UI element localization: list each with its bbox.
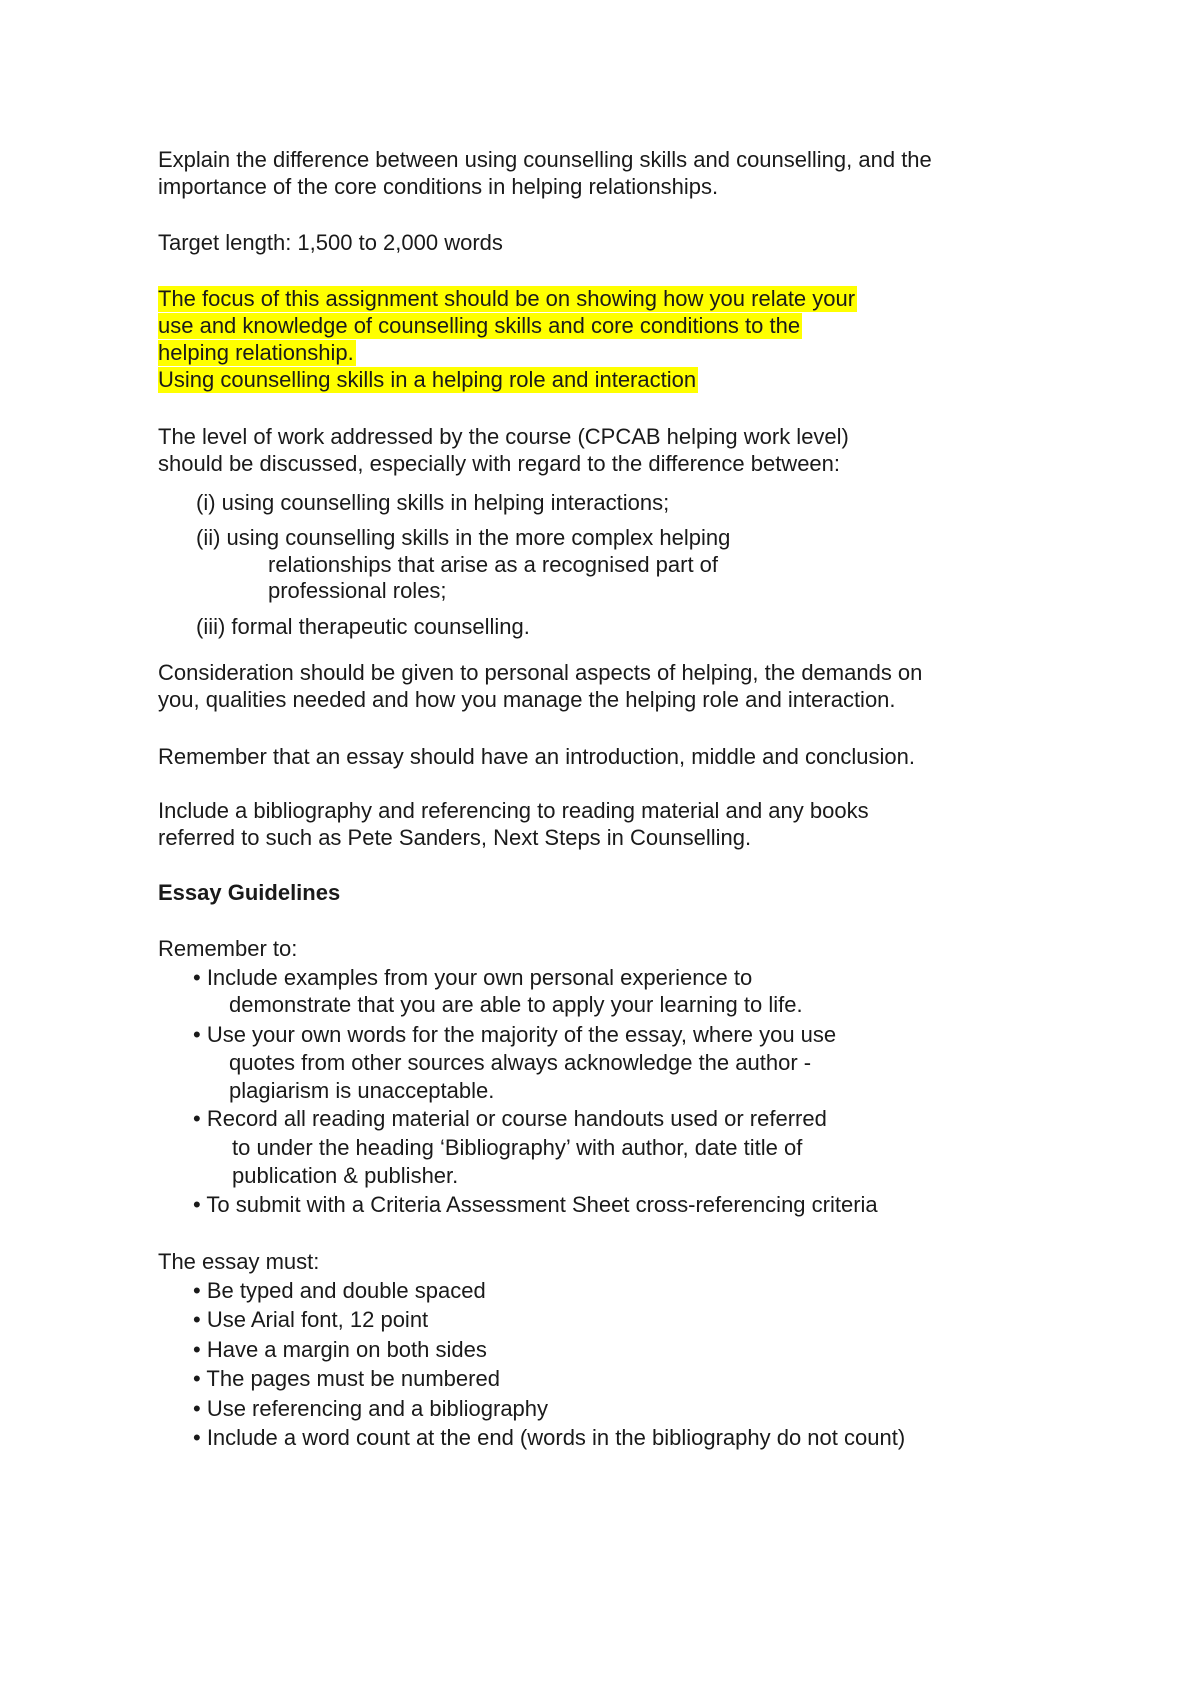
level-item-3: (iii) formal therapeutic counselling. [196,614,530,639]
bibliography-line-1: Include a bibliography and referencing to reading material and any books [158,798,869,823]
must-item: • Use referencing and a bibliography [193,1396,549,1421]
guideline-1-line-2: demonstrate that you are able to apply your learning to life. [229,992,803,1017]
must-item: • Use Arial font, 12 point [193,1307,429,1332]
remember-to: Remember to: [158,936,298,961]
must-item: • Include a word count at the end (words in the bibliography do not count) [193,1425,906,1450]
must-intro: The essay must: [158,1249,320,1274]
guideline-3-line-1: • Record all reading material or course handouts used or referred [193,1106,827,1131]
guideline-2-line-1: • Use your own words for the majority of the essay, where you use [193,1022,837,1047]
target-length: Target length: 1,500 to 2,000 words [158,230,503,255]
highlight-line-3 [158,340,356,366]
intro-line-1: Explain the difference between using counselling skills and counselling, and the [158,147,932,172]
level-item-1: (i) using counselling skills in helping interactions; [196,490,670,515]
guideline-1-line-1: • Include examples from your own personal experience to [193,965,753,990]
highlight-text-4: Using counselling skills in a helping role and interaction [158,367,697,392]
guideline-2-line-2: quotes from other sources always acknowledge the author - [229,1050,812,1075]
bibliography-line-2: referred to such as Pete Sanders, Next Steps in Counselling. [158,825,752,850]
highlight-line-4 [158,367,698,393]
must-item: • Be typed and double spaced [193,1278,486,1303]
guidelines-heading: Essay Guidelines [158,880,341,905]
highlight-text-1: The focus of this assignment should be on showing how you relate your [158,286,856,311]
guideline-4-line-1: • To submit with a Criteria Assessment Sheet cross-referencing criteria [193,1192,878,1217]
highlight-line-1 [158,286,857,312]
must-item: • The pages must be numbered [193,1366,500,1391]
guideline-3-line-2: to under the heading ‘Bibliography’ with author, date title of [232,1135,803,1160]
remember-essay: Remember that an essay should have an introduction, middle and conclusion. [158,744,916,769]
guideline-2-line-3: plagiarism is unacceptable. [229,1078,495,1103]
level-line-1: The level of work addressed by the course (CPCAB helping work level) [158,424,849,449]
highlight-text-2: use and knowledge of counselling skills and core conditions to the [158,313,801,338]
highlight-text-3: helping relationship. [158,340,354,365]
guideline-3-line-3: publication & publisher. [232,1163,459,1188]
must-item: • Have a margin on both sides [193,1337,487,1362]
intro-line-2: importance of the core conditions in helping relationships. [158,174,719,199]
level-line-2: should be discussed, especially with regard to the difference between: [158,451,841,476]
consideration-line-2: you, qualities needed and how you manage the helping role and interaction. [158,687,896,712]
level-item-2-line-3: professional roles; [268,578,447,603]
consideration-line-1: Consideration should be given to personal aspects of helping, the demands on [158,660,923,685]
level-item-2-line-2: relationships that arise as a recognised part of [268,552,719,577]
level-item-2-line-1: (ii) using counselling skills in the more complex helping [196,525,731,550]
highlight-line-2 [158,313,802,339]
